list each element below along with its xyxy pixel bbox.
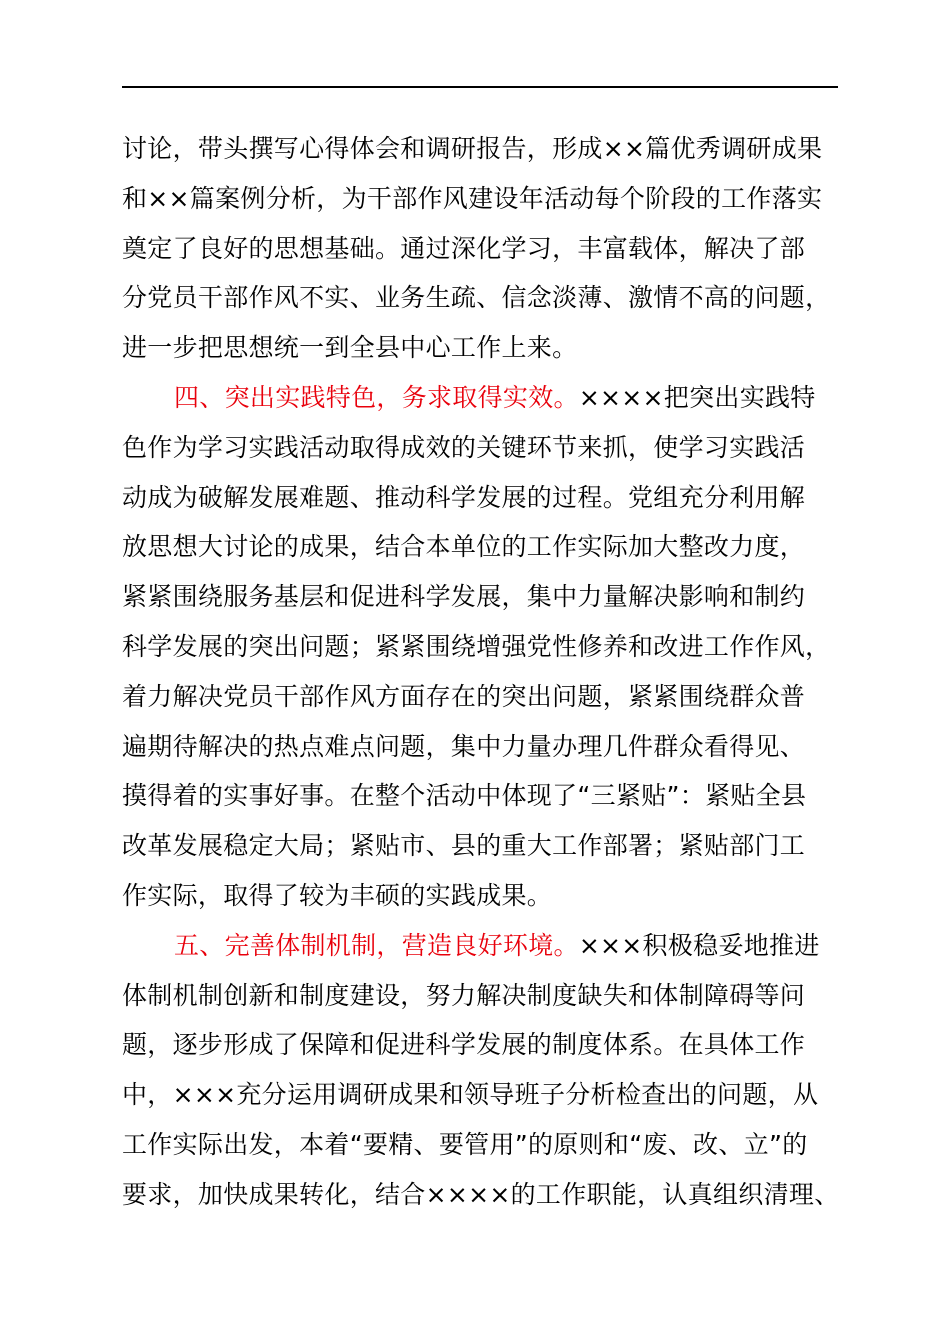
paragraph-line: 分党员干部作风不实、业务生疏、信念淡薄、激情不高的问题， — [122, 283, 831, 313]
paragraph-line: 中，×××充分运用调研成果和领导班子分析检查出的问题，从 — [122, 1080, 819, 1110]
section-first-line-text: ××××把突出实践特 — [578, 382, 816, 412]
paragraph-line: 题，逐步形成了保障和促进科学发展的制度体系。在具体工作 — [122, 1030, 806, 1060]
paragraph-line: 讨论，带头撰写心得体会和调研报告，形成××篇优秀调研成果 — [122, 134, 823, 163]
paragraph-line: 进一步把思想统一到全县中心工作上来。 — [122, 333, 578, 363]
section-first-line — [122, 921, 838, 971]
section-practice — [122, 373, 838, 921]
section-first-line — [122, 373, 838, 423]
paragraph-line: 改革发展稳定大局；紧贴市、县的重大工作部署；紧贴部门工 — [122, 831, 806, 861]
paragraph-line: 和××篇案例分析，为干部作风建设年活动每个阶段的工作落实 — [122, 183, 823, 213]
paragraph-line: 要求，加快成果转化，结合××××的工作职能，认真组织清理、 — [122, 1179, 840, 1209]
paragraph-line: 色作为学习实践活动取得成效的关键环节来抓，使学习实践活 — [122, 432, 806, 462]
paragraph-study — [122, 124, 838, 373]
paragraph-line: 动成为破解发展难题、推动科学发展的过程。党组充分利用解 — [122, 482, 806, 512]
header-rule — [122, 86, 838, 88]
document-body — [122, 124, 838, 1220]
paragraph-line: 奠定了良好的思想基础。通过深化学习，丰富载体，解决了部 — [122, 233, 806, 263]
paragraph-line: 放思想大讨论的成果，结合本单位的工作实际加大整改力度， — [122, 532, 806, 562]
section-institutions — [122, 921, 838, 1220]
paragraph-line: 紧紧围绕服务基层和促进科学发展，集中力量解决影响和制约 — [122, 582, 806, 612]
paragraph-line: 工作实际出发，本着“要精、要管用”的原则和“废、改、立”的 — [122, 1129, 808, 1159]
section-heading-practice: 四、突出实践特色，务求取得实效。 — [174, 382, 579, 412]
paragraph-line: 作实际，取得了较为丰硕的实践成果。 — [122, 880, 553, 910]
section-first-line-text: ×××积极稳妥地推进 — [578, 930, 820, 960]
section-heading-institutions: 五、完善体制机制，营造良好环境。 — [174, 930, 579, 960]
paragraph-line: 科学发展的突出问题；紧紧围绕增强党性修养和改进工作作风， — [122, 631, 831, 661]
paragraph-line: 着力解决党员干部作风方面存在的突出问题，紧紧围绕群众普 — [122, 681, 806, 711]
paragraph-line: 体制机制创新和制度建设，努力解决制度缺失和体制障碍等问 — [122, 980, 806, 1010]
paragraph-line: 遍期待解决的热点难点问题，集中力量办理几件群众看得见、 — [122, 731, 806, 761]
paragraph-line: 摸得着的实事好事。在整个活动中体现了“三紧贴”：紧贴全县 — [122, 781, 807, 811]
